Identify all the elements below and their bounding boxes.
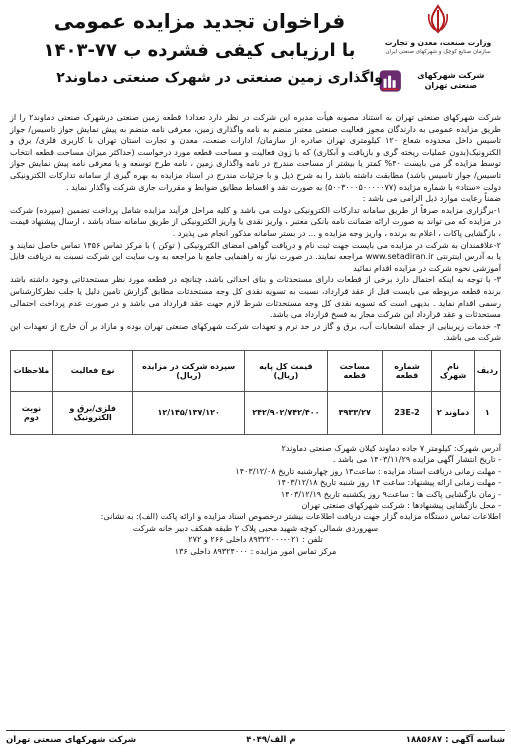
- company-logo: [379, 66, 497, 96]
- cell-plot-number: 23E-2: [382, 391, 432, 434]
- note-1: ۱-برگزاری مزایده صرفاً از طریق سامانه تدارکات الکترونیکی دولت می باشد و کلیه مراحل فرآیند مزایده شامل پرداخت تضمین (سپرده) شرکت در مزایده که می تواند به صورت ارائه ضمانت نامه بانکی معتبر ، واریز نقدی یا واریز الکترونیکی از طریق سامانه ستاد باشد ، ارسال پیشنهاد قیمت ، بازگشایی پاکات ، اعلام به برنده ، واریز وجه مزایده و ... در بستر سامانه مذکور انجام می پذیرد .: [10, 204, 501, 238]
- note-4: ۴- خدمات زیربنایی از جمله انشعابات آب، برق و گاز در حد نرم و تعهدات شرکت شهرکهای صنعتی تهران بوده و مازاد بر آن خارج از تعهدات این شرکت می باشد.: [10, 320, 501, 343]
- col-header-activity-type: نوع فعالیت: [52, 350, 133, 391]
- col-header-town-name: نام شهرک: [432, 350, 474, 391]
- notice-id: شناسه آگهی : ۱۸۸۵۶۸۷: [405, 735, 505, 745]
- notice-topic: واگذاری زمین صنعتی در شهرک صنعتی دماوند۲: [56, 70, 383, 86]
- offer-deadline: - مهلت زمانی ارائه پیشنهاد: ساعت ۱۴ روز شنبه تاریخ ۱۴۰۳/۱۲/۱۸: [277, 477, 501, 488]
- docs-deadline: - مهلت زمانی دریافت اسناد مزایده : ساعت۱۴ روز چهارشنبه تاریخ ۱۴۰۳/۱۲/۰۸: [235, 465, 501, 476]
- notice-title-block: [16, 6, 383, 90]
- cell-activity-type: فلزی/برق و الکترونیک: [52, 391, 133, 434]
- contact-info-line: اطلاعات تماس دستگاه مزایده گزار جهت دریافت اطلاعات بیشتر درخصوص اسناد مزایده و ارائه پاکت (الف): به نشانی:: [100, 511, 501, 522]
- cell-deposit: ۱۲/۱۴۵/۱۳۷/۱۲۰: [133, 391, 245, 434]
- office-address: سهروردی شمالی کوچه شهید محبی پلاک ۲ طبقه همکف دبیر خانه شرکت: [132, 522, 379, 533]
- note-2: ۲-علاقمندان به شرکت در مزایده می بایست جهت ثبت نام و دریافت گواهی امضای الکترونیکی ( توکن ) با مرکز تماس ۱۴۵۶ تماس حاصل نمایند و یا به آدرس اینترنتی www.setadiran.ir مراجعه نمایند. در صورت نیاز به راهنمایی جامع با مراجعه به وب سایت این شرکت نسبت به دریافت فایل آموزشی نحوه شرکت در مزایده اقدام نمائید: [10, 239, 501, 273]
- opening-place: - محل بازگشایی پیشنهادها : شرکت شهرکهای صنعتی تهران: [301, 499, 501, 510]
- cell-row-number: ۱: [474, 391, 500, 434]
- logos-block: [379, 4, 497, 96]
- plots-table: [10, 350, 501, 435]
- table-header-row: [11, 350, 501, 391]
- intro-paragraph: شرکت شهرکهای صنعتی تهران به استناد مصوبه هیأت مدیره این شرکت در نظر دارد تعداد۱ قطعه زمین صنعتی درشهرک صنعتی دماوند۲ را از طریق مزایده عمومی به دارندگان مجوز فعالیت صنعتی معتبر منضم به نامه واگذاری زمین، معرفی نامه منضم به پیش نمایش جواز تاسیس/ جواز تاسیس داخل محدوده شعاع ۱۲۰ کیلومتری تهران صادره از سازمان/ ادارات صنعت، معدن و تجارت استان تهران با کاربری فلزی/ برق و الکترونیک(بدون عملیات ریخته گری و بازیافت و آبکاری) که با زون فعالیت و مساحت قطعه مورد درخواست (حداکثر میزان مساحت قطعه انتخاب توسط مزایده گر می بایست ۴۰% کمتر یا بیشتر از مساحت مندرج در نامه واگذاری زمین ، نامه طرح توسعه و یا معرفی نامه پیش نمایش جواز تاسیس/ جواز تاسیس باشد) مطابقت داشته باشد را به شرح ذیل و با جزئیات مندرج در اسناد مزایده به بهره گیری از سامانه تدارکات الکترونیکی دولت «ستاد» با شماره مزایده (۵۰۰۳۰۰۰۵۰۰۰۰۰۷۷) به صورت نقد و اقساط مطابق ضوابط و مقررات جاری شرکت واگذار نماید .: [10, 112, 502, 192]
- table-row: [11, 391, 501, 434]
- iran-emblem-icon: [425, 4, 451, 34]
- notes-heading: ضمناً رعایت موارد ذیل الزامی می باشد :: [362, 193, 501, 204]
- ad-code: م الف/۴۰۴۹: [246, 735, 296, 745]
- bottom-bar: [6, 730, 505, 749]
- ministry-subtitle: سازمان صنایع کوچک و شهرکهای صنعتی ایران: [385, 49, 491, 55]
- office-phones: تلفن : ۰۲۱-۸۹۳۲۲۰۰۰ داخلی ۲۶۶ و ۲۷۲: [188, 534, 323, 545]
- col-header-area: مساحت قطعه: [327, 350, 382, 391]
- col-header-plot-number: شماره قطعه: [382, 350, 432, 391]
- town-address: آدرس شهرک: کیلومتر ۷ جاده دماوند کیلان شهرک صنعتی دماوند۲: [281, 442, 501, 453]
- notice-title: فراخوان تجدید مزایده عمومی: [53, 9, 346, 33]
- note-3: ۳- با توجه به اینکه احتمال دارد برخی از قطعات دارای مستحدثات و بنای احداثی باشد، چنانچه در قطعه مورد نظر مستحدثاتی وجود داشته باشد برنده قطعه مربوطه می بایست قبل از عقد قرارداد، نسبت به تسویه نقدی کل وجه مستحدثات مطابق گزارش تامین دلیل یا جلب نظرکارشناس رسمی اقدام نماید . بدیهی است که تسویه نقدی کل وجه مستحدثات شرط لازم جهت عقد قرارداد می باشد و در صورت عدم پرداخت احتمالی مستحدثات و عقد قرارداد این شرکت مجاز به فسخ قرارداد می باشد.: [10, 274, 501, 320]
- company-logo-text: شرکت شهرکهای صنعتی تهران: [417, 71, 485, 90]
- cell-town-name: دماوند ۲: [432, 391, 474, 434]
- footer-info: [10, 443, 501, 557]
- col-header-base-price: قیمت کل پایه (ریال): [244, 350, 327, 391]
- opening-time: - زمان بازگشایی پاکت ها : ساعت۹ روز یکشنبه تاریخ ۱۴۰۳/۱۲/۱۹: [280, 488, 501, 499]
- company-signature: شرکت شهرکهای صنعتی تهران: [6, 735, 137, 745]
- publish-date: - تاریخ انتشار آگهی مزایده ۱۴۰۳/۱۱/۲۹ می باشد .: [332, 454, 501, 465]
- notice-header: [10, 0, 501, 112]
- contact-center: مرکز تماس امور مزایده : ۸۹۳۲۴۰۰۰ داخلی ۱۳۶: [174, 545, 337, 556]
- col-header-row-number: ردیف: [474, 350, 500, 391]
- cell-remarks: نوبت دوم: [11, 391, 53, 434]
- notice-subtitle: با ارزیابی کیفی فشرده ب ۷۷-۱۴۰۳: [43, 40, 356, 61]
- notice-body: [10, 112, 501, 344]
- cell-base-price: ۲۴۲/۹۰۲/۷۴۲/۴۰۰: [244, 391, 327, 434]
- cell-area: ۳۹۳۳/۲۷: [327, 391, 382, 434]
- ministry-name: وزارت صنعت، معدن و تجارت: [384, 38, 492, 47]
- col-header-deposit: سپرده شرکت در مزایده (ریال): [133, 350, 245, 391]
- col-header-remarks: ملاحظات: [11, 350, 53, 391]
